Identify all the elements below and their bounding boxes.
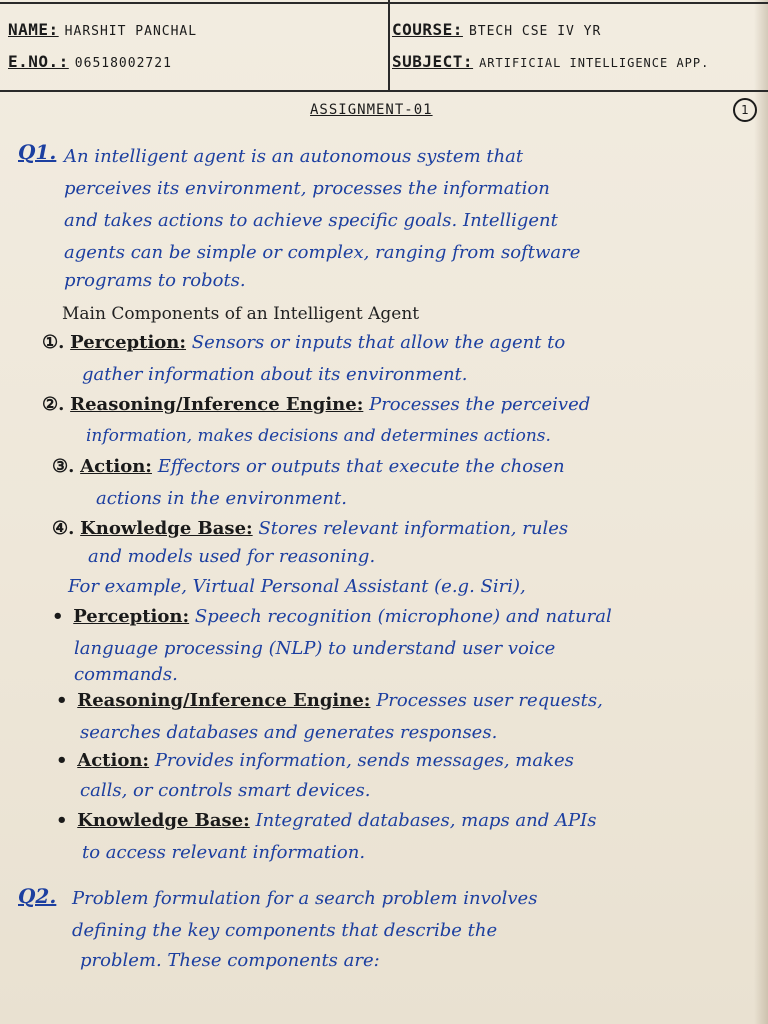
q1-intro-line: programs to robots. xyxy=(64,270,246,291)
component-text: Effectors or outputs that execute the chosen xyxy=(157,456,565,477)
header-top-rule xyxy=(0,2,768,4)
subject-field xyxy=(392,52,709,71)
header-divider xyxy=(388,0,390,92)
question-1-number: Q1. xyxy=(18,140,57,164)
q1-intro-line: agents can be simple or complex, ranging from software xyxy=(64,242,581,263)
course-field xyxy=(392,20,601,39)
component-text-cont: gather information about its environment. xyxy=(82,364,468,385)
q1-intro-line: perceives its environment, processes the information xyxy=(64,178,550,199)
component-number: ④. xyxy=(52,518,75,539)
enrollment-field xyxy=(8,52,172,71)
example-intro: For example, Virtual Personal Assistant (e.g. Siri), xyxy=(68,576,526,597)
name-field xyxy=(8,20,197,39)
q2-line: defining the key components that describe the xyxy=(72,920,498,941)
subject-label: SUBJECT: xyxy=(392,52,474,71)
component-number: ②. xyxy=(42,394,65,415)
example-text-cont: searches databases and generates responses. xyxy=(80,722,498,743)
component-item xyxy=(52,518,568,539)
component-term: Perception: xyxy=(70,332,187,353)
q2-line: problem. These components are: xyxy=(80,950,380,971)
page-edge-shadow xyxy=(754,0,768,1024)
components-heading: Main Components of an Intelligent Agent xyxy=(62,304,420,324)
component-item xyxy=(52,456,565,477)
component-number: ①. xyxy=(42,332,65,353)
example-text: Provides information, sends messages, makes xyxy=(154,750,574,771)
example-text: Processes user requests, xyxy=(376,690,603,711)
component-text-cont: and models used for reasoning. xyxy=(88,546,376,567)
component-item xyxy=(42,332,565,353)
component-text-cont: information, makes decisions and determines actions. xyxy=(86,426,551,446)
example-text-cont: to access relevant information. xyxy=(82,842,366,863)
q1-intro-line: and takes actions to achieve specific goals. Intelligent xyxy=(64,210,558,231)
assignment-title: ASSIGNMENT-01 xyxy=(310,102,433,118)
bullet: • xyxy=(56,690,68,711)
eno-value: 06518002721 xyxy=(74,56,172,71)
name-label: NAME: xyxy=(8,20,59,39)
eno-label: E.NO.: xyxy=(8,52,69,71)
component-text-cont: actions in the environment. xyxy=(96,488,347,509)
example-text-cont: calls, or controls smart devices. xyxy=(80,780,371,801)
component-text: Stores relevant information, rules xyxy=(258,518,569,539)
component-text: Sensors or inputs that allow the agent to xyxy=(191,332,566,353)
component-term: Knowledge Base: xyxy=(80,518,253,539)
example-term: Reasoning/Inference Engine: xyxy=(77,690,371,711)
course-value: BTECH CSE IV YR xyxy=(468,24,602,39)
example-item xyxy=(56,750,574,771)
question-2-number: Q2. xyxy=(18,884,57,908)
bullet: • xyxy=(56,750,68,771)
example-text: Integrated databases, maps and APIs xyxy=(255,810,597,831)
component-item xyxy=(42,394,590,415)
example-text-cont: language processing (NLP) to understand user voice xyxy=(74,638,556,659)
header-bottom-rule xyxy=(0,90,768,92)
example-item xyxy=(52,606,612,627)
example-text-cont: commands. xyxy=(74,664,178,685)
component-text: Processes the perceived xyxy=(369,394,591,415)
example-term: Action: xyxy=(77,750,150,771)
bullet: • xyxy=(56,810,68,831)
q2-line: Problem formulation for a search problem involves xyxy=(72,888,538,909)
example-term: Knowledge Base: xyxy=(77,810,250,831)
component-term: Reasoning/Inference Engine: xyxy=(70,394,364,415)
bullet: • xyxy=(52,606,64,627)
component-term: Action: xyxy=(80,456,152,477)
example-item xyxy=(56,810,596,831)
name-value: HARSHIT PANCHAL xyxy=(64,24,198,39)
component-number: ③. xyxy=(52,456,75,477)
example-text: Speech recognition (microphone) and natural xyxy=(194,606,612,627)
subject-value: ARTIFICIAL INTELLIGENCE APP. xyxy=(479,56,710,70)
q1-intro-line: An intelligent agent is an autonomous system that xyxy=(64,146,524,167)
course-label: COURSE: xyxy=(392,20,463,39)
example-item xyxy=(56,690,603,711)
page-number: 1 xyxy=(733,98,757,122)
example-term: Perception: xyxy=(73,606,190,627)
